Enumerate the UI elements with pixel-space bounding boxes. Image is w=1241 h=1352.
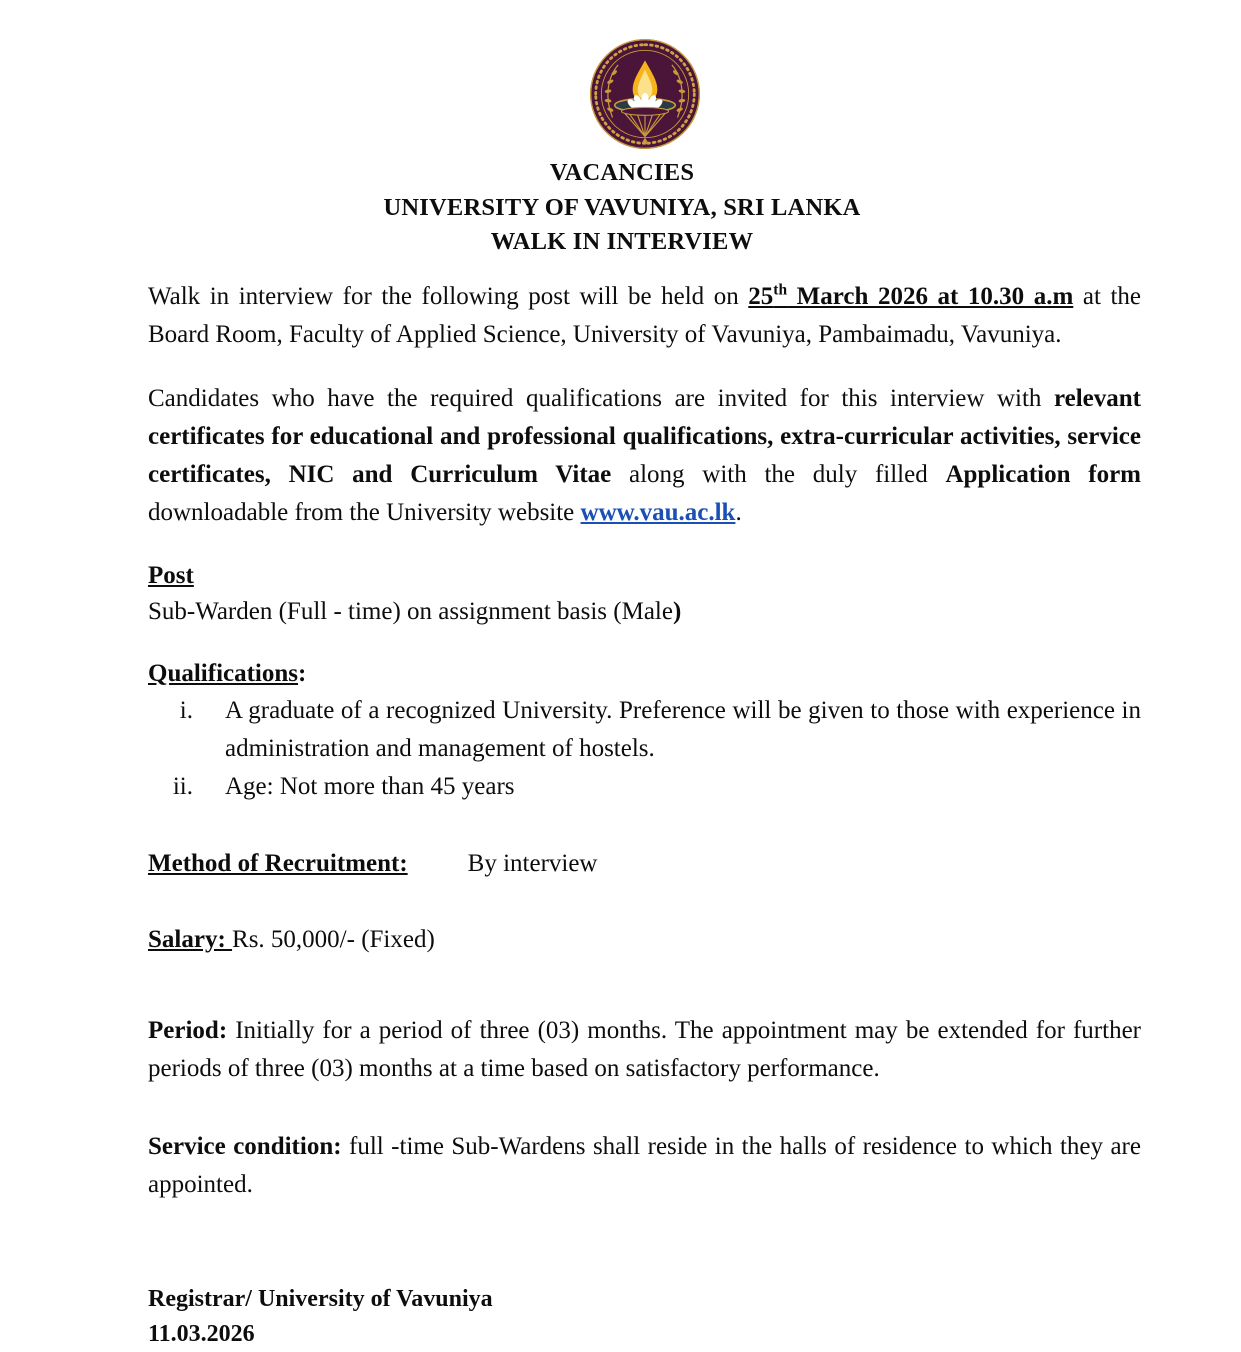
heading-vacancies: VACANCIES [549, 159, 695, 186]
method-of-recruitment-row [148, 846, 1141, 882]
spacer [148, 806, 1141, 846]
interview-datetime [748, 283, 1073, 310]
post-label-text: Post [148, 561, 194, 589]
intro-text-after-date: at the Board Room, Faculty of Applied Science, University of Vavuniya, Pambaimadu, Vavuniya. [148, 282, 1141, 348]
method-of-recruitment-label: Method of Recruitment: [148, 849, 408, 877]
salary-label: Salary: [148, 925, 233, 953]
date-number: 25 [748, 282, 774, 310]
application-form-bold: Application form [945, 460, 1141, 488]
qualifications-label-colon: : [298, 659, 307, 687]
method-of-recruitment-value: By interview [467, 849, 598, 877]
date-ordinal-suffix: th [773, 281, 788, 299]
crest-container [148, 0, 1141, 150]
post-value-text: Sub-Warden (Full - time) on assignment basis (Male [148, 597, 673, 625]
university-website-link[interactable]: www.vau.ac.lk [580, 498, 736, 526]
period-paragraph [148, 1012, 1141, 1088]
qualifications-label-text: Qualifications [148, 659, 299, 687]
intro-text-before-date: Walk in interview for the following post will be held on [148, 282, 749, 310]
post-value [148, 594, 1141, 630]
period-text: Initially for a period of three (03) months. The appointment may be extended for further periods of three (03) months at a time based on satisfactory performance. [148, 1016, 1141, 1082]
invitation-part-3: downloadable from the University website [148, 498, 581, 526]
list-item-text: A graduate of a recognized University. Preference will be given to those with experience in administration and management of hostels. [225, 696, 1141, 762]
heading-university: UNIVERSITY OF VAVUNIYA, SRI LANKA [383, 193, 861, 221]
footer-date: 11.03.2026 [148, 1320, 255, 1347]
post-label [148, 558, 1141, 594]
spacer [148, 882, 1141, 922]
post-value-tail: ) [672, 597, 682, 625]
date-remainder: March 2026 at 10.30 a.m [787, 282, 1074, 310]
document-headings [148, 156, 1096, 260]
invitation-part-1: Candidates who have the required qualifications are invited for this interview with [148, 384, 1054, 412]
list-item [148, 692, 1141, 768]
spacer [148, 630, 1141, 656]
invitation-part-2: along with the duly filled [611, 460, 946, 488]
list-marker: ii. [172, 772, 193, 800]
service-condition-paragraph [148, 1128, 1141, 1204]
spacer [148, 532, 1141, 558]
salary-row [148, 922, 1141, 958]
intro-paragraph [148, 278, 1141, 354]
list-marker: i. [179, 696, 193, 724]
spacer [148, 354, 1141, 380]
invitation-part-4: . [735, 498, 742, 526]
service-condition-label: Service condition: [148, 1132, 342, 1160]
period-label: Period: [148, 1016, 228, 1044]
salary-value: Rs. 50,000/- (Fixed) [232, 925, 435, 953]
document-footer [148, 1282, 1141, 1352]
footer-signatory: Registrar/ University of Vavuniya [148, 1285, 493, 1312]
spacer [148, 958, 1141, 998]
list-item [148, 768, 1141, 806]
service-condition-text: full -time Sub-Wardens shall reside in the halls of residence to which they are appointed. [148, 1132, 1141, 1198]
qualifications-list [148, 692, 1141, 806]
list-item-text: Age: Not more than 45 years [225, 772, 515, 800]
spacer [148, 998, 1141, 1012]
qualifications-label [148, 656, 1141, 692]
invitation-paragraph [148, 380, 1141, 532]
spacer [148, 1088, 1141, 1128]
heading-walk-in-interview: WALK IN INTERVIEW [490, 228, 754, 255]
required-documents-bold: relevant certificates for educational and professional qualifications, extra-curricular activities, service certificates, NIC and Curriculum Vitae [148, 384, 1141, 488]
university-crest-icon [586, 38, 704, 150]
